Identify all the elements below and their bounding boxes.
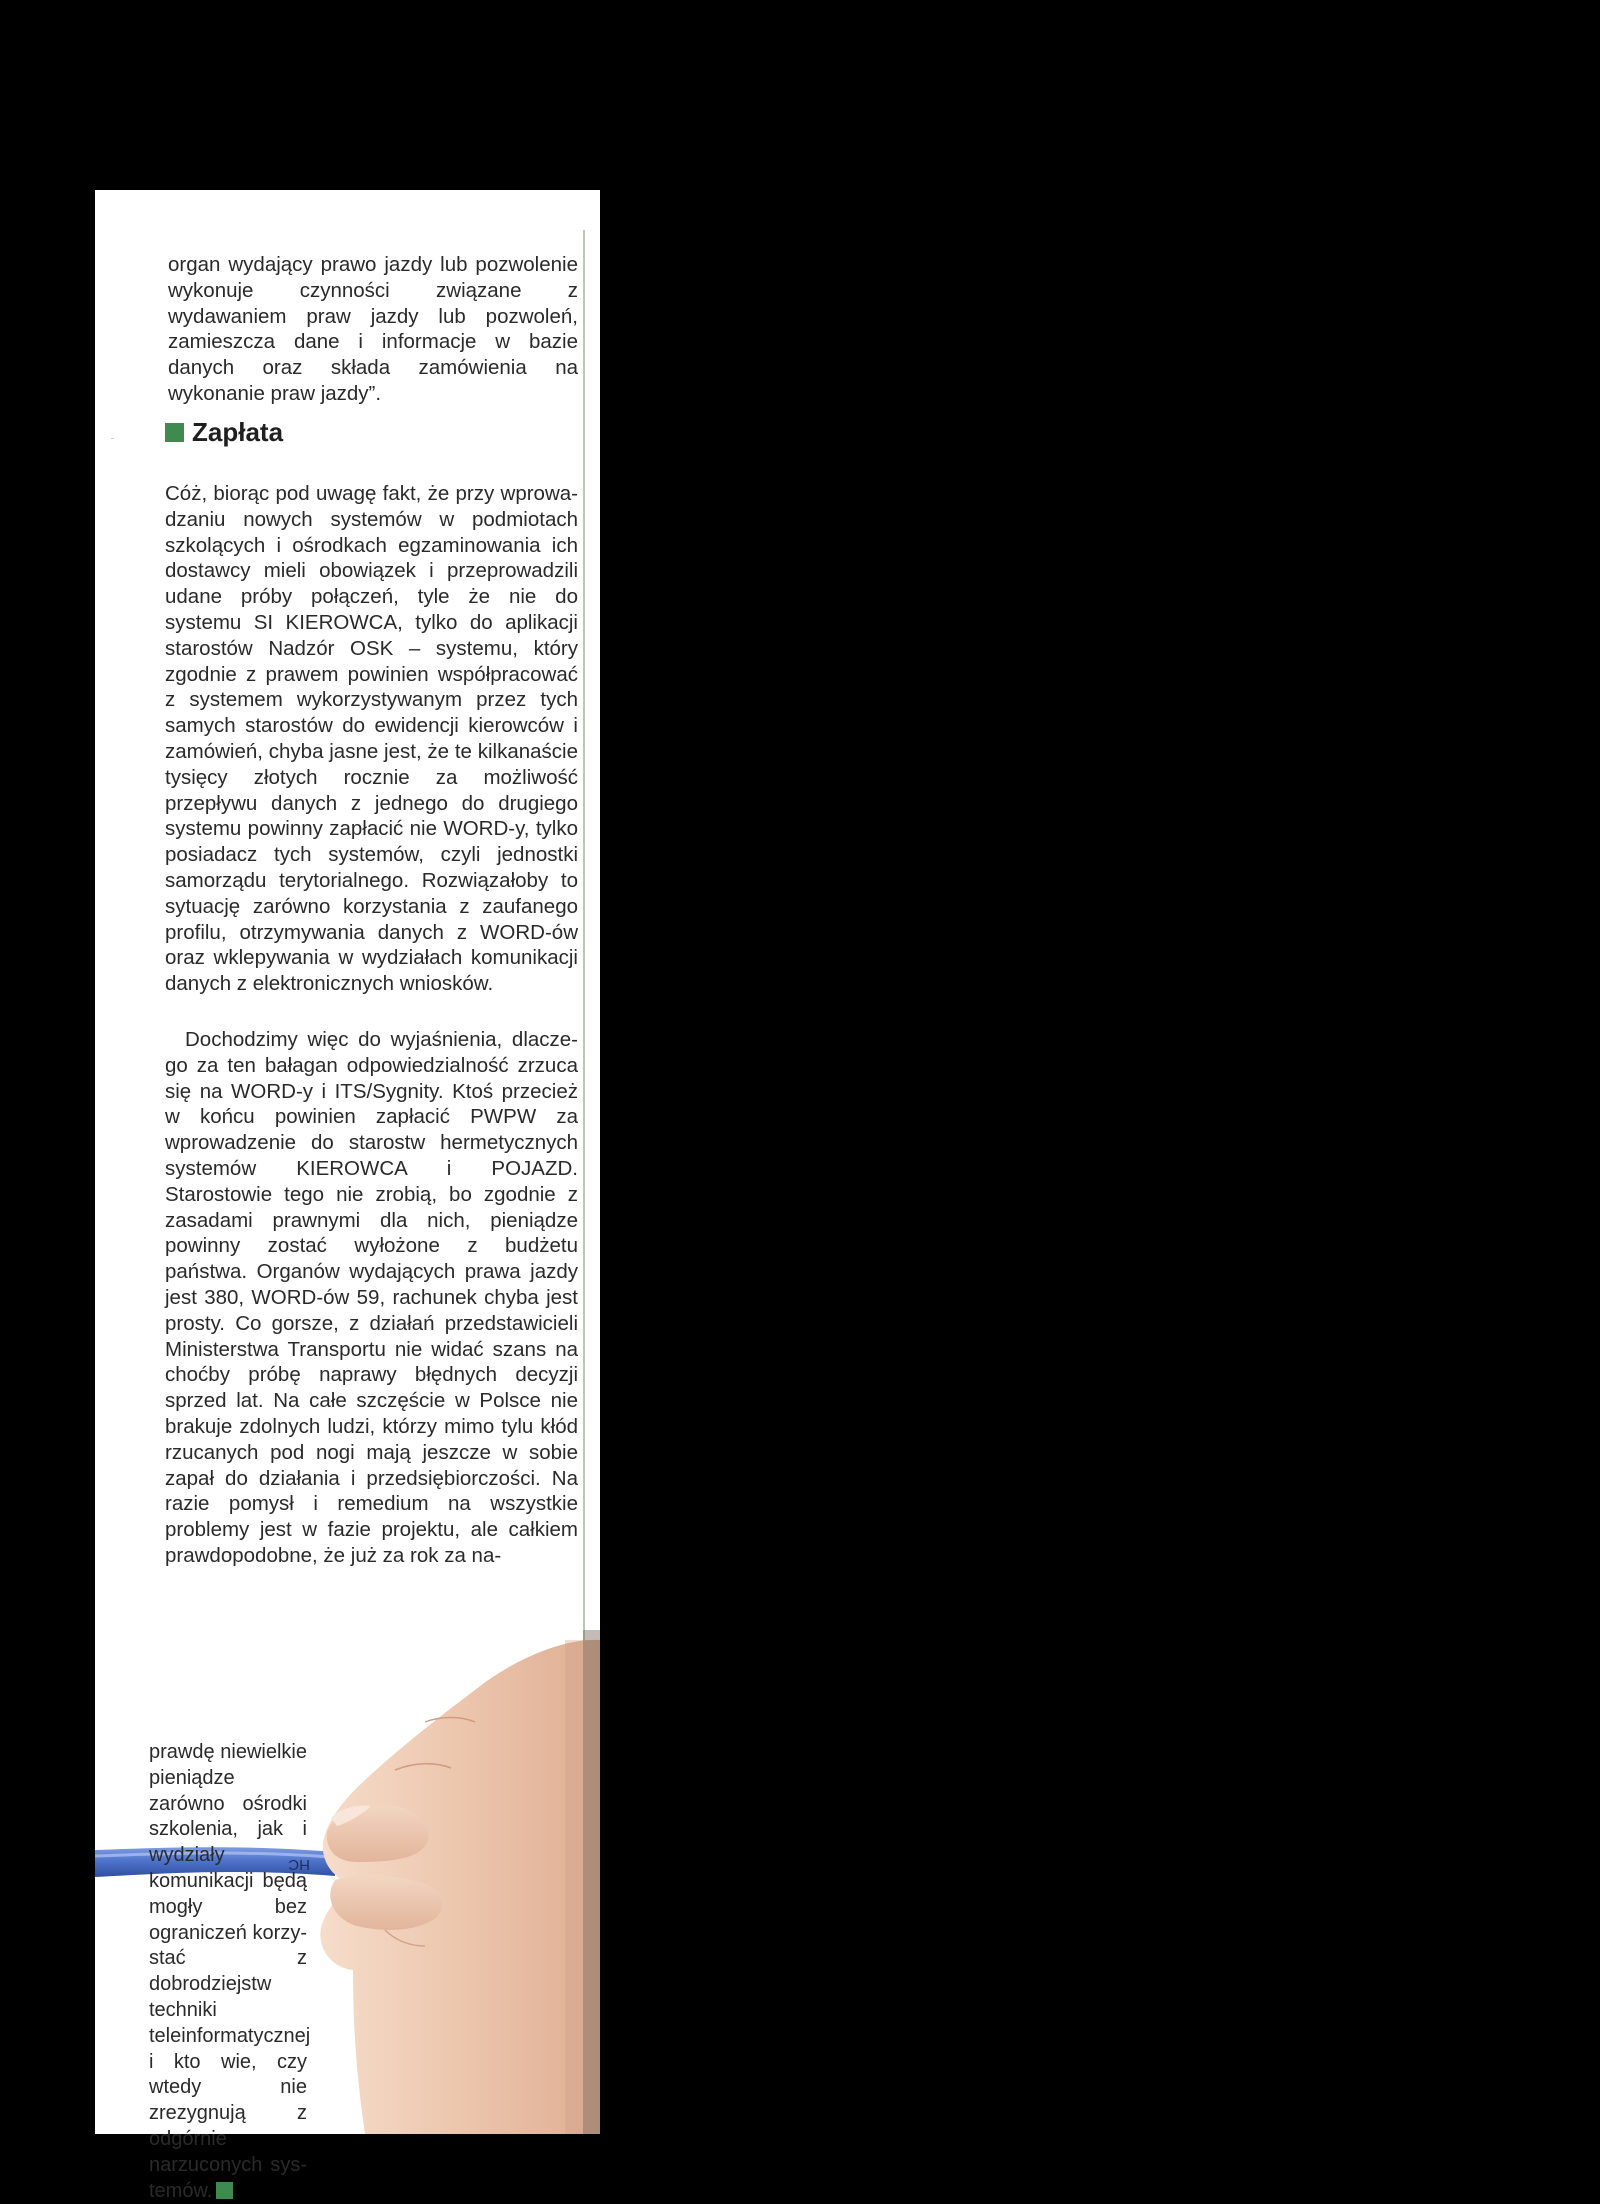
intro-paragraph: organ wydający prawo jazdy lub pozwolenie wykonuje czynności związane z wydawaniem praw jazdy lub pozwoleń, zamieszcza dane i informacje w bazie danych oraz składa zamówienia na wykonanie praw jazdy”. (168, 253, 578, 405)
end-square-icon (216, 2182, 233, 2199)
magazine-page (95, 190, 600, 2202)
section-heading-text: Zapłata (192, 417, 284, 447)
hand (320, 1630, 600, 2134)
cable-print: HC (288, 1856, 310, 1873)
tail-paragraph (149, 1740, 311, 2204)
body-paragraph-1: Cóż, biorąc pod uwagę fakt, że przy wprowadzaniu nowych systemów w podmiotach szkolących i ośrodkach egzaminowania ich dostawcy mieli obowiązek i przeprowadzili udane próby połączeń, tyle że nie do systemu SI KIEROWCA, tylko do aplikacji starostów Nadzór OSK – systemu, który zgodnie z prawem powinien współpracować z systemem wykorzystywanym przez tych samych starostów do ewidencji kierowców i zamówień, chyba jasne jest, że te kilkanaście tysięcy złotych rocznie za możliwość przepływu danych z jednego do drugiego systemu powinny zapłacić nie WORD-y, tylko posiadacz tych systemów, czyli jednostki samorządu terytorialnego. Rozwiązałoby to sytuację zarówno korzystania z zaufanego profilu, otrzymywania danych z WORD-ów oraz wklepywania w wydziałach komunikacji danych z elektronicznych wniosków. (165, 482, 578, 996)
green-square-icon (165, 423, 184, 442)
section-heading (165, 417, 283, 447)
tail-paragraph-text: prawdę niewielkie pieniądze zarówno ośrodki szkolenia, jak i wydziały komunikacji będą mogły bez ograniczeń korzystać z dobrodziejstw techniki teleinformatycznej i kto wie, czy wtedy nie zrezygnują z odgórnie narzuconych systemów. (149, 1741, 311, 2202)
margin-mark (111, 438, 114, 439)
body-paragraph-2: Dochodzimy więc do wyjaśnienia, dlaczego za ten bałagan odpowiedzialność zrzuca się na WORD-y i ITS/Sygnity. Ktoś przecież w końcu powinien zapłacić PWPW za wprowadzenie do starostw hermetycznych systemów KIEROWCA i POJAZD. Starostowie tego nie zrobią, bo zgodnie z zasadami prawnymi dla nich, pieniądze powinny zostać wyłożone z budżetu państwa. Organów wydających prawa jazdy jest 380, WORD-ów 59, rachunek chyba jest prosty. Co gorsze, z działań przedstawicieli Ministerstwa Transportu nie widać szans na choćby próbę naprawy błędnych decyzji sprzed lat. Na całe szczęście w Polsce nie brakuje zdolnych ludzi, którzy mimo tylu kłód rzucanych pod nogi mają jeszcze w sobie zapał do działania i przedsiębiorczości. Na razie pomysł i remedium na wszystkie problemy jest w fazie projektu, ale całkiem prawdopodobne, że już za rok za na- (165, 1028, 578, 1567)
